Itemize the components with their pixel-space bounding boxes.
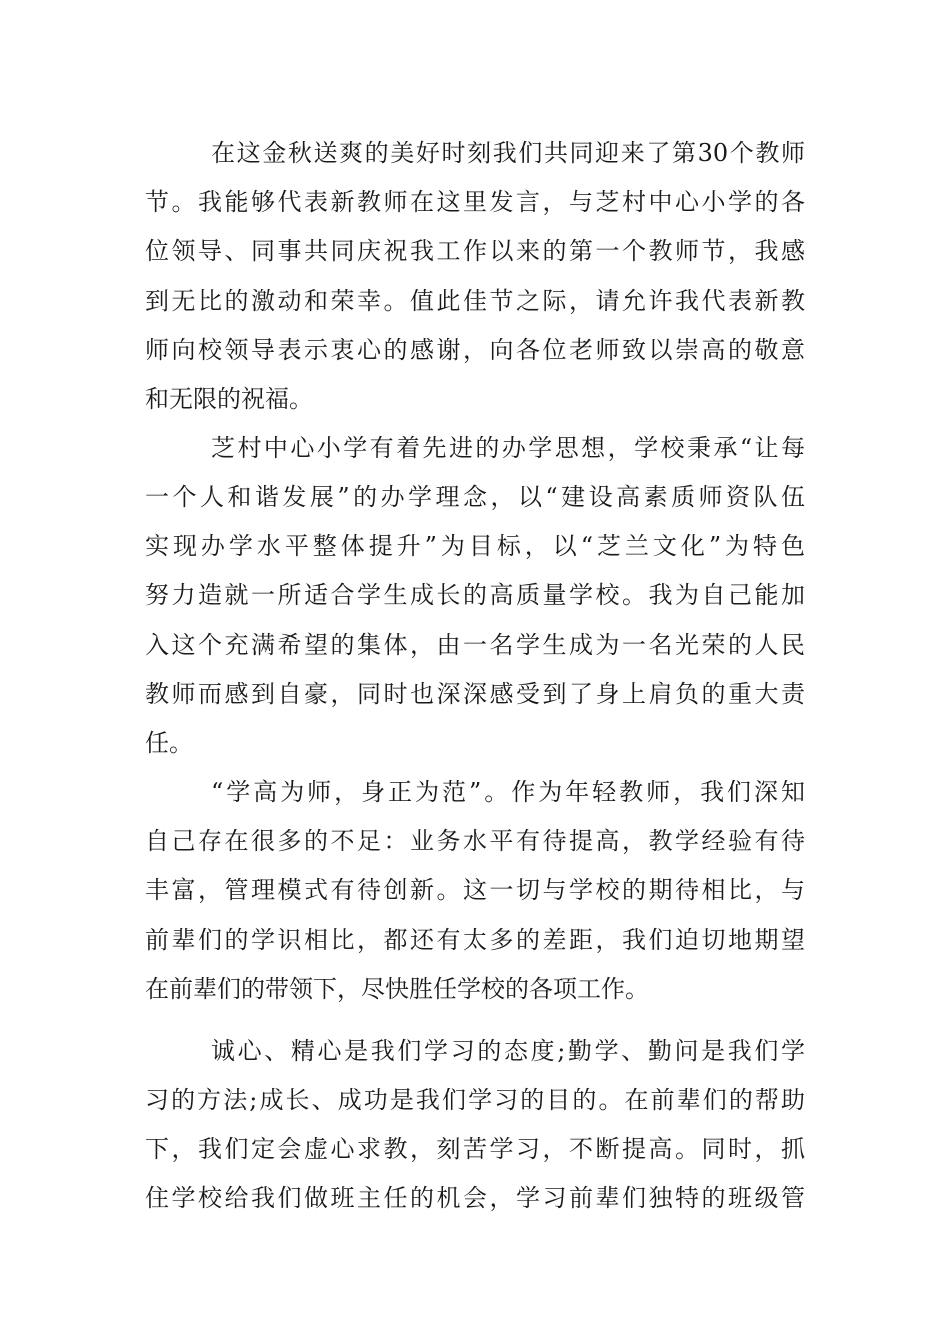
paragraph-3-line-2: 自己存在很多的不足：业务水平有待提高，教学经验有待 — [145, 827, 805, 855]
paragraph-3-line-3: 丰富，管理模式有待创新。这一切与学校的期待相比，与 — [145, 876, 805, 904]
paragraph-1-line-6: 和无限的祝福。 — [145, 385, 313, 413]
paragraph-1-line-2: 节。我能够代表新教师在这里发言，与芝村中心小学的各 — [145, 188, 805, 216]
paragraph-1-line-5: 师向校领导表示衷心的感谢，向各位老师致以崇高的敬意 — [145, 336, 805, 364]
paragraph-2-line-2: 一个人和谐发展”的办学理念，以“建设高素质师资队伍 — [145, 483, 805, 511]
paragraph-2-line-7: 任。 — [145, 729, 193, 757]
paragraph-1-line-3: 位领导、同事共同庆祝我工作以来的第一个教师节，我感 — [145, 237, 805, 265]
paragraph-2-line-1: 芝村中心小学有着先进的办学思想，学校秉承“让每 — [211, 434, 805, 462]
paragraph-2-line-4: 努力造就一所适合学生成长的高质量学校。我为自己能加 — [145, 581, 805, 609]
paragraph-2-line-3: 实现办学水平整体提升”为目标，以“芝兰文化”为特色 — [145, 532, 805, 560]
paragraph-4-line-1: 诚心、精心是我们学习的态度;勤学、勤问是我们学 — [211, 1037, 805, 1065]
paragraph-1-line-4: 到无比的激动和荣幸。值此佳节之际，请允许我代表新教 — [145, 287, 805, 315]
paragraph-2-line-6: 教师而感到自豪，同时也深深感受到了身上肩负的重大责 — [145, 680, 805, 708]
paragraph-2-line-5: 入这个充满希望的集体，由一名学生成为一名光荣的人民 — [145, 631, 805, 659]
paragraph-3-line-4: 前辈们的学识相比，都还有太多的差距，我们迫切地期望 — [145, 926, 805, 954]
paragraph-3-line-5: 在前辈们的带领下，尽快胜任学校的各项工作。 — [145, 975, 649, 1003]
paragraph-4-line-3: 下，我们定会虚心求教，刻苦学习，不断提高。同时，抓 — [145, 1135, 805, 1163]
paragraph-4-line-2: 习的方法;成长、成功是我们学习的目的。在前辈们的帮助 — [145, 1086, 805, 1114]
paragraph-1-line-1: 在这金秋送爽的美好时刻我们共同迎来了第30个教师 — [211, 139, 805, 167]
paragraph-3-line-1: “学高为师，身正为范”。作为年轻教师，我们深知 — [211, 778, 805, 806]
paragraph-4-line-4: 住学校给我们做班主任的机会，学习前辈们独特的班级管 — [145, 1184, 805, 1212]
